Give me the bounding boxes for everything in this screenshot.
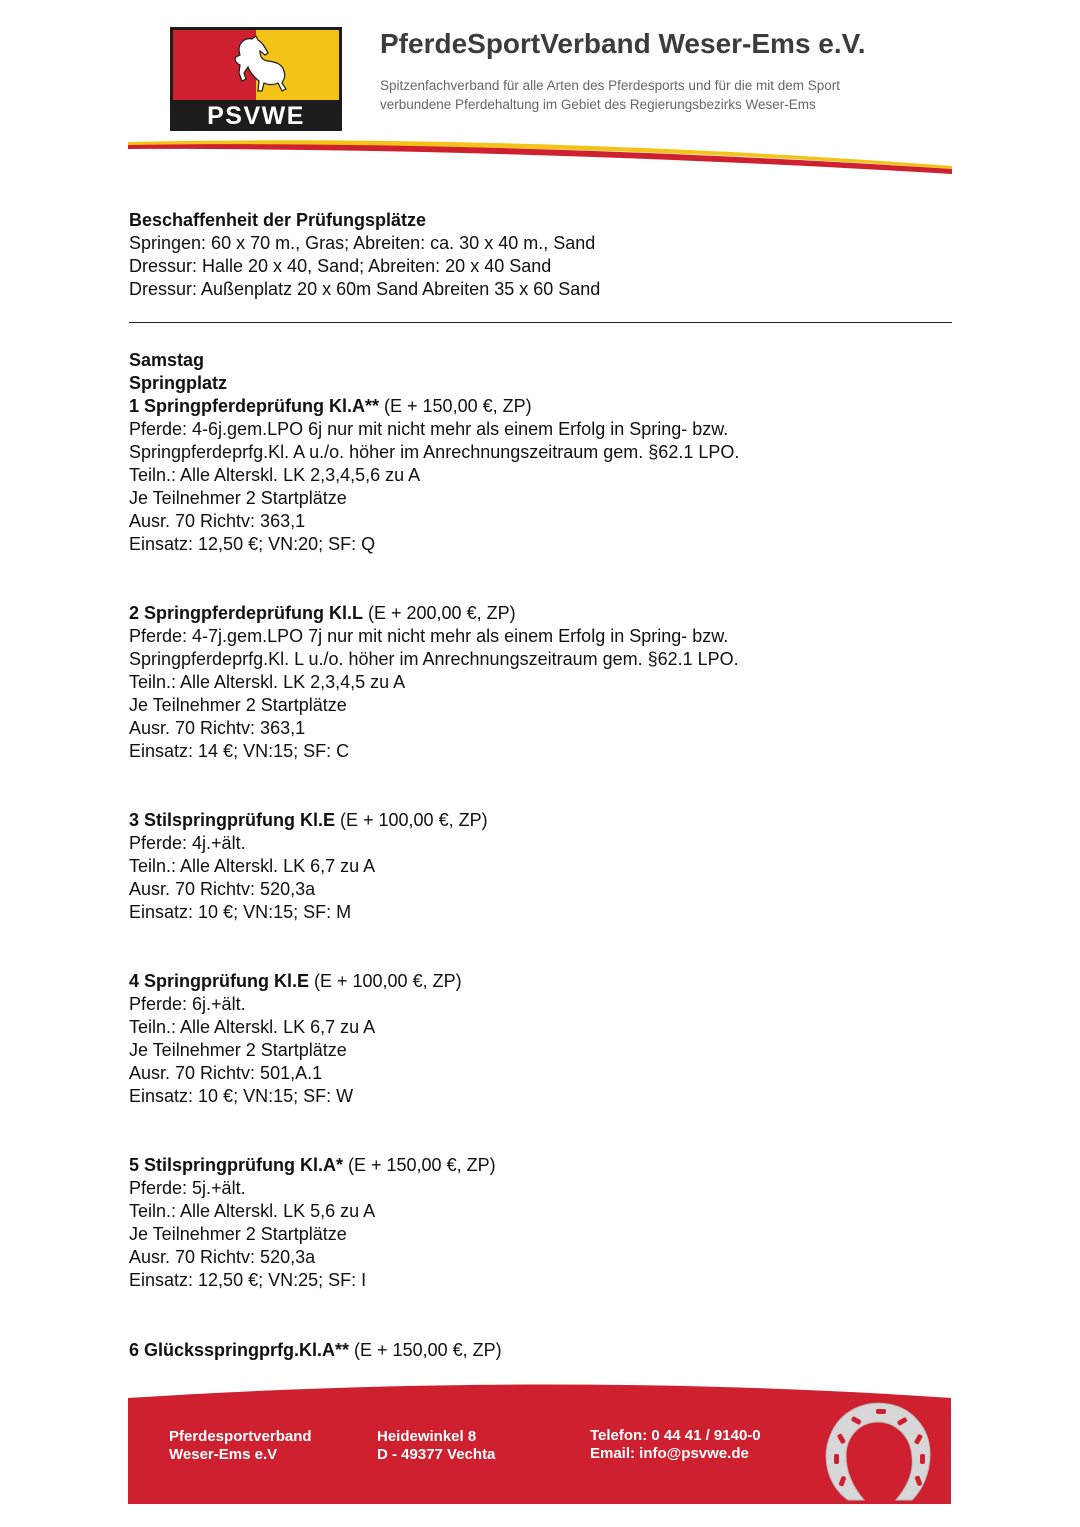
day-heading: Samstag [129, 350, 205, 370]
competition-title: 5 Stilspringprüfung Kl.A* [129, 1155, 343, 1175]
competition-prize: (E + 200,00 €, ZP) [363, 603, 516, 623]
footer-org-line-1: Pferdesportverband [169, 1428, 312, 1445]
competition-detail: Springpferdeprfg.Kl. A u./o. höher im Anrechnungszeitraum gem. §62.1 LPO. [129, 442, 740, 462]
competition-detail: Einsatz: 10 €; VN:15; SF: M [129, 902, 352, 922]
footer-contact [590, 1427, 761, 1463]
competition-detail: Ausr. 70 Richtv: 520,3a [129, 1247, 316, 1267]
footer-address-line-2: D - 49377 Vechta [377, 1446, 496, 1463]
places-line: Dressur: Halle 20 x 40, Sand; Abreiten: 20 x 40 Sand [129, 256, 552, 276]
org-tagline [380, 76, 840, 114]
footer-address-line-1: Heidewinkel 8 [377, 1428, 477, 1445]
competition-detail: Je Teilnehmer 2 Startplätze [129, 488, 347, 508]
competition-detail: Einsatz: 10 €; VN:15; SF: W [129, 1086, 354, 1106]
competition-prize: (E + 150,00 €, ZP) [343, 1155, 496, 1175]
competition-detail: Teiln.: Alle Alterskl. LK 2,3,4,5 zu A [129, 672, 406, 692]
places-line: Dressur: Außenplatz 20 x 60m Sand Abreiten 35 x 60 Sand [129, 279, 601, 299]
competition-detail: Je Teilnehmer 2 Startplätze [129, 695, 347, 715]
competition-prize: (E + 100,00 €, ZP) [335, 810, 488, 830]
header-swoosh [128, 136, 952, 178]
competition-5 [129, 1154, 952, 1292]
footer-address [377, 1428, 495, 1464]
competition-title: 6 Glücksspringprfg.Kl.A** [129, 1340, 350, 1360]
tagline-line-1: Spitzenfachverband für alle Arten des Pferdesports und für die mit dem Sport [380, 78, 841, 93]
competition-detail: Ausr. 70 Richtv: 363,1 [129, 718, 306, 738]
competition-detail: Pferde: 5j.+ält. [129, 1178, 246, 1198]
competition-title: 2 Springpferdeprüfung Kl.L [129, 603, 363, 623]
page-footer [128, 1382, 951, 1504]
footer-org-line-2: Weser-Ems e.V [169, 1446, 278, 1463]
competition-detail: Teiln.: Alle Alterskl. LK 5,6 zu A [129, 1201, 376, 1221]
tagline-line-2: verbundene Pferdehaltung im Gebiet des Regierungsbezirks Weser-Ems [380, 97, 816, 112]
org-name: PferdeSportVerband Weser-Ems e.V. [380, 28, 866, 59]
competition-detail: Springpferdeprfg.Kl. L u./o. höher im Anrechnungszeitraum gem. §62.1 LPO. [129, 649, 739, 669]
competition-detail: Je Teilnehmer 2 Startplätze [129, 1224, 347, 1244]
competition-detail: Je Teilnehmer 2 Startplätze [129, 1040, 347, 1060]
competition-detail: Einsatz: 12,50 €; VN:20; SF: Q [129, 534, 376, 554]
competition-detail: Ausr. 70 Richtv: 520,3a [129, 879, 316, 899]
competition-detail: Ausr. 70 Richtv: 363,1 [129, 511, 306, 531]
competition-title: 4 Springprüfung Kl.E [129, 971, 309, 991]
competition-detail: Teiln.: Alle Alterskl. LK 6,7 zu A [129, 1017, 376, 1037]
competition-title: 3 Stilspringprüfung Kl.E [129, 810, 335, 830]
document-body [129, 209, 952, 1292]
competition-detail: Teiln.: Alle Alterskl. LK 6,7 zu A [129, 856, 376, 876]
competition-detail: Pferde: 4j.+ält. [129, 833, 246, 853]
competition-detail: Ausr. 70 Richtv: 501,A.1 [129, 1063, 323, 1083]
competition-detail: Einsatz: 14 €; VN:15; SF: C [129, 741, 350, 761]
divider [129, 322, 952, 323]
competition-3 [129, 809, 952, 924]
places-heading: Beschaffenheit der Prüfungsplätze [129, 210, 427, 230]
psvwe-logo [170, 27, 342, 131]
footer-email: Email: info@psvwe.de [590, 1445, 749, 1462]
competition-detail: Pferde: 4-6j.gem.LPO 6j nur mit nicht mehr als einem Erfolg in Spring- bzw. [129, 419, 729, 439]
competition-prize: (E + 100,00 €, ZP) [309, 971, 462, 991]
places-line: Springen: 60 x 70 m., Gras; Abreiten: ca. 30 x 40 m., Sand [129, 233, 596, 253]
footer-phone: Telefon: 0 44 41 / 9140-0 [590, 1427, 761, 1444]
logo-text: PSVWE [207, 102, 305, 130]
competition-detail: Pferde: 6j.+ält. [129, 994, 246, 1014]
competition-1 [129, 395, 952, 556]
footer-org [169, 1428, 312, 1464]
competition-6 [129, 1339, 502, 1362]
competition-detail: Pferde: 4-7j.gem.LPO 7j nur mit nicht mehr als einem Erfolg in Spring- bzw. [129, 626, 729, 646]
competition-2 [129, 602, 952, 763]
horseshoe-icon [820, 1396, 940, 1504]
competition-4 [129, 970, 952, 1108]
venue-heading: Springplatz [129, 373, 227, 393]
competition-title: 1 Springpferdeprüfung Kl.A** [129, 396, 380, 416]
competition-prize: (E + 150,00 €, ZP) [379, 396, 532, 416]
competition-detail: Teiln.: Alle Alterskl. LK 2,3,4,5,6 zu A [129, 465, 421, 485]
competition-detail: Einsatz: 12,50 €; VN:25; SF: I [129, 1270, 367, 1290]
competition-prize: (E + 150,00 €, ZP) [349, 1340, 502, 1360]
